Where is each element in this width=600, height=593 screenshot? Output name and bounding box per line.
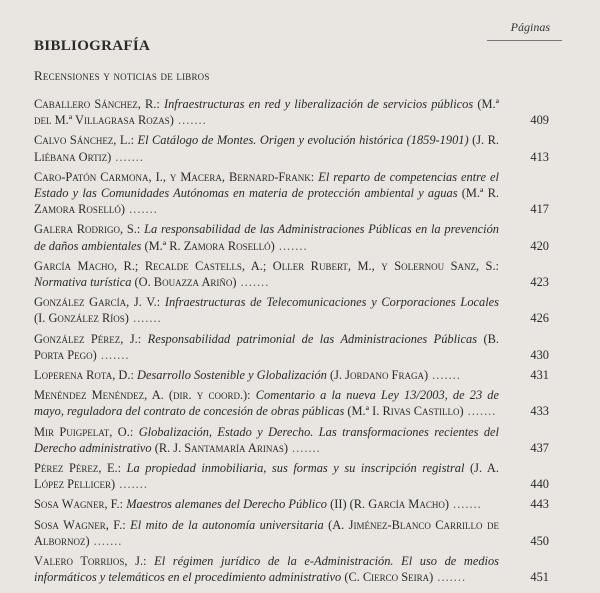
leader-dots: ....... — [448, 497, 482, 512]
entry-page-number: 426 — [530, 311, 549, 326]
leader-dots: ....... — [89, 533, 123, 548]
bibliography-entry — [34, 553, 549, 585]
entry-text — [34, 367, 499, 383]
entry-text — [34, 553, 499, 585]
entry-title: El Catálogo de Montes. Origen y evolución histórica (1859-1901) — [137, 133, 469, 148]
bibliography-entry — [34, 496, 549, 512]
entry-reviewer: (M.ª del M.ª Villagrasa Rozas) — [34, 97, 499, 128]
entry-page-number: 440 — [530, 477, 549, 492]
entry-reviewer: (B. Porta Pego) — [34, 331, 499, 362]
entry-reviewer: (J. A. López Pellicer) — [34, 461, 499, 492]
bibliography-entry — [34, 258, 549, 290]
entry-title: Globalización, Estado y Derecho. Las transformaciones recientes del Derecho administrativo — [34, 424, 499, 455]
entry-text — [34, 132, 499, 164]
entry-author: Loperena Rota, D.: — [34, 368, 134, 383]
entry-text — [34, 96, 499, 128]
entry-title: El régimen jurídico de la e-Administración. El uso de medios informáticos y telemáticos en el procedimiento administrativo — [34, 554, 499, 585]
entry-text — [34, 517, 499, 549]
entry-page-number: 430 — [530, 347, 549, 362]
leader-dots: ....... — [96, 347, 130, 362]
bibliography-entry — [34, 424, 549, 456]
entry-title: Maestros alemanes del Derecho Público — [126, 497, 327, 512]
entry-reviewer: (M.ª R. Zamora Roselló) — [34, 186, 499, 217]
entry-reviewer: (J. R. Liébana Ortiz) — [34, 133, 499, 164]
entry-reviewer: (A. Jiménez-Blanco Carrillo de Albornoz) — [34, 517, 499, 548]
entry-page-number: 409 — [530, 113, 549, 128]
entry-author: Valero Torrijos, J.: — [34, 554, 147, 569]
entry-author: González Pérez, J.: — [34, 331, 142, 346]
leader-dots: ....... — [173, 113, 207, 128]
entry-title: Desarrollo Sostenible y Globalización — [137, 368, 327, 383]
entry-title: Comentario a la nueva Ley 13/2003, de 23 de mayo, reguladora del contrato de concesión de obras públicas — [34, 388, 499, 419]
bibliography-entry — [34, 331, 549, 363]
leader-dots: ....... — [428, 368, 461, 383]
bibliography-entry — [34, 387, 549, 419]
entry-text — [34, 460, 499, 492]
entry-text — [34, 221, 499, 253]
leader-dots: ....... — [274, 238, 308, 253]
entry-text — [34, 387, 499, 419]
paginas-rule — [487, 40, 562, 41]
entry-page-number: 413 — [530, 149, 549, 164]
leader-dots: ....... — [463, 404, 497, 419]
entry-page-number: 451 — [530, 570, 549, 585]
entry-reviewer: (R. J. Santamaría Arinas) — [154, 440, 288, 455]
entry-text — [34, 169, 499, 218]
bibliography-entry — [34, 169, 549, 218]
bibliography-entry — [34, 460, 549, 492]
paginas-label: Páginas — [510, 20, 550, 34]
bibliography-entry — [34, 221, 549, 253]
entry-title: Infraestructuras en red y liberalización de servicios públicos — [163, 97, 474, 111]
entry-reviewer: (O. Bouazza Ariño) — [134, 275, 237, 290]
entry-text — [34, 294, 499, 326]
entry-author: Menéndez Menéndez, A. (dir. y coord.): — [34, 388, 251, 403]
entry-reviewer: (J. Jordano Fraga) — [329, 368, 429, 383]
entry-page-number: 431 — [530, 368, 549, 383]
section-title: BIBLIOGRAFÍA — [34, 38, 151, 54]
entry-author: Mir Puigpelat, O.: — [34, 424, 134, 439]
entry-author: García Macho, R.; Recalde Castells, A.; Oller Rubert, M., y Solernou Sanz, S.: — [34, 258, 499, 273]
leader-dots: ....... — [125, 202, 158, 217]
entry-page-number: 420 — [530, 238, 549, 253]
entry-title: La responsabilidad de las Administraciones Públicas en la prevención de daños ambientales — [34, 222, 499, 253]
entry-title: Infraestructuras de Telecomunicaciones y Corporaciones Locales — [164, 295, 499, 310]
entry-author: Caballero Sánchez, R.: — [34, 97, 160, 111]
leader-dots: ....... — [111, 149, 144, 164]
entry-author: Sosa Wagner, F.: — [34, 497, 124, 512]
entry-title: La propiedad inmobiliaria, sus formas y su inscripción registral — [126, 461, 465, 476]
entry-reviewer: (II) (R. García Macho) — [330, 497, 449, 512]
entry-reviewer: (I. González Ríos) — [34, 311, 129, 326]
entry-reviewer: (C. Cierco Seira) — [344, 570, 434, 585]
subsection-title: Recensiones y noticias de libros — [34, 68, 210, 83]
bibliography-entry — [34, 96, 549, 128]
entry-page-number: 450 — [530, 533, 549, 548]
entry-author: Pérez Pérez, E.: — [34, 461, 122, 476]
entry-author: Calvo Sánchez, L.: — [34, 133, 135, 148]
bibliography-entry — [34, 367, 549, 383]
entry-author: Sosa Wagner, F.: — [34, 517, 126, 532]
entry-page-number: 437 — [530, 440, 549, 455]
entry-text — [34, 331, 499, 363]
bibliography-entry — [34, 517, 549, 549]
entry-title: Normativa turística — [34, 275, 132, 290]
entry-page-number: 423 — [530, 275, 549, 290]
leader-dots: ....... — [433, 570, 467, 585]
entry-text — [34, 258, 499, 290]
leader-dots: ....... — [128, 311, 162, 326]
entry-page-number: 443 — [530, 497, 549, 512]
entry-reviewer: (M.ª I. Rivas Castillo) — [347, 404, 464, 419]
leader-dots: ....... — [115, 477, 148, 492]
leader-dots: ....... — [287, 440, 321, 455]
bibliography-entry — [34, 132, 549, 164]
bibliography-entry — [34, 294, 549, 326]
entry-title: El mito de la autonomía universitaria — [130, 517, 324, 532]
entry-author: Galera Rodrigo, S.: — [34, 222, 141, 237]
entry-author: González García, J. V.: — [34, 295, 161, 310]
entry-text — [34, 496, 499, 512]
entries-list — [34, 96, 549, 589]
entry-text — [34, 424, 499, 456]
entry-author: Caro-Patón Carmona, I., y Macera, Bernard-Frank: — [34, 169, 315, 184]
entry-page-number: 433 — [530, 404, 549, 419]
entry-title: El reparto de competencias entre el Estado y las Comunidades Autónomas en materia de protección ambiental y aguas — [34, 169, 499, 201]
entry-page-number: 417 — [530, 202, 549, 217]
entry-title: Responsabilidad patrimonial de las Administraciones Públicas — [147, 331, 478, 346]
entry-reviewer: (M.ª R. Zamora Roselló) — [144, 238, 275, 253]
leader-dots: ....... — [236, 275, 270, 290]
